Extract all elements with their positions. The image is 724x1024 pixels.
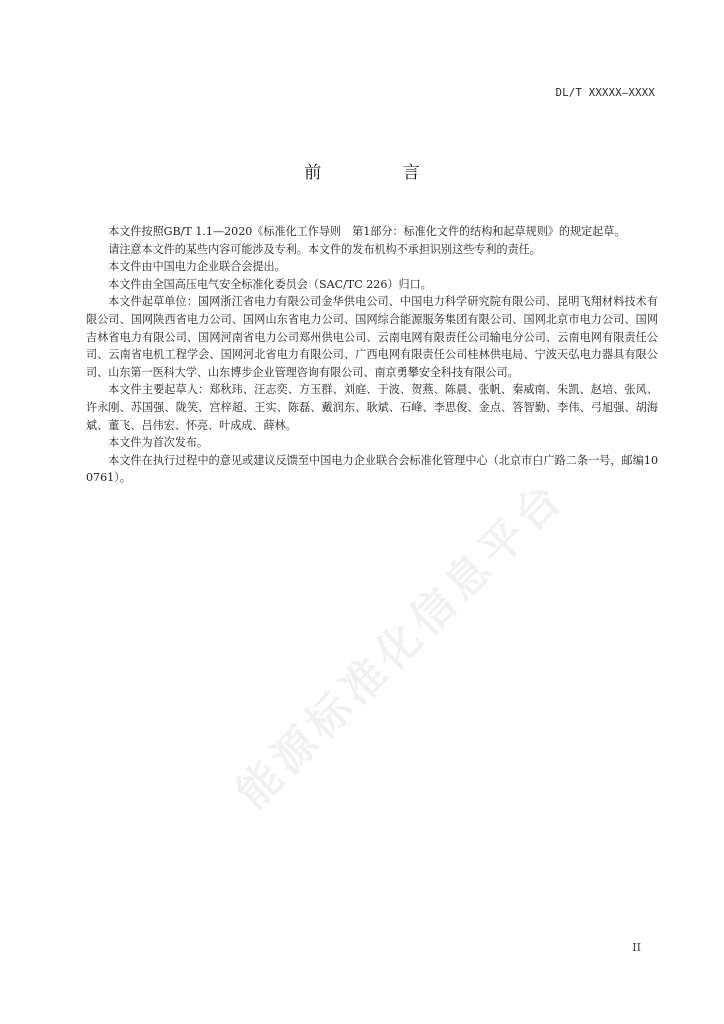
paragraph-drafters: 本文件主要起草人：郑秋玮、汪志奕、方玉群、刘庭、于波、贺燕、陈晨、张帆、秦威南、朱凯、赵培、张风、许永刚、苏国强、陇笑、宫梓超、王实、陈磊、戴润东、耿斌、石峰、李思俊、金点、答智勤、李伟、弓旭强、胡海斌、董飞、吕伟宏、怀亮、叶成成、薛林。 <box>86 383 658 432</box>
paragraph-patent-notice: 请注意本文件的某些内容可能涉及专利。本文件的发布机构不承担识别这些专利的责任。 <box>108 242 541 256</box>
paragraph-first-release: 本文件为首次发布。 <box>108 436 209 450</box>
paragraph-administrator: 本文件由全国高压电气安全标准化委员会（SAC/TC 226）归口。 <box>108 277 432 291</box>
document-code: DL/T XXXXX—XXXX <box>555 87 655 99</box>
page-title: 前 言 <box>304 163 458 183</box>
foreword-body <box>86 223 658 487</box>
page-number: II <box>632 941 641 954</box>
paragraph-drafting-rules: 本文件按照GB/T 1.1—2020《标准化工作导则 第1部分：标准化文件的结构和起草规则》的规定起草。 <box>108 225 626 238</box>
paragraph-proposer: 本文件由中国电力企业联合会提出。 <box>108 260 286 274</box>
watermark-text: 能源标准化信息平台 <box>227 471 575 819</box>
paragraph-feedback: 本文件在执行过程中的意见或建议反馈至中国电力企业联合会标准化管理中心（北京市白广路二条一号，邮编100761）。 <box>86 453 658 485</box>
paragraph-drafting-units: 本文件起草单位：国网浙江省电力有限公司金华供电公司、中国电力科学研究院有限公司、昆明飞翔材料技术有限公司、国网陕西省电力公司、国网山东省电力公司、国网综合能源服务集团有限公司、国网北京市电力公司、国网吉林省电力有限公司、国网河南省电力公司郑州供电公司、云南电网有限责任公司输电分公司、云南电网有限责任公司、云南省电机工程学会、国网河北省电力有限公司、广西电网有限责任公司桂林供电局、宁波天弘电力器具有限公司、山东第一医科大学、山东博步企业管理咨询有限公司、南京勇攀安全科技有限公司。 <box>86 295 658 379</box>
